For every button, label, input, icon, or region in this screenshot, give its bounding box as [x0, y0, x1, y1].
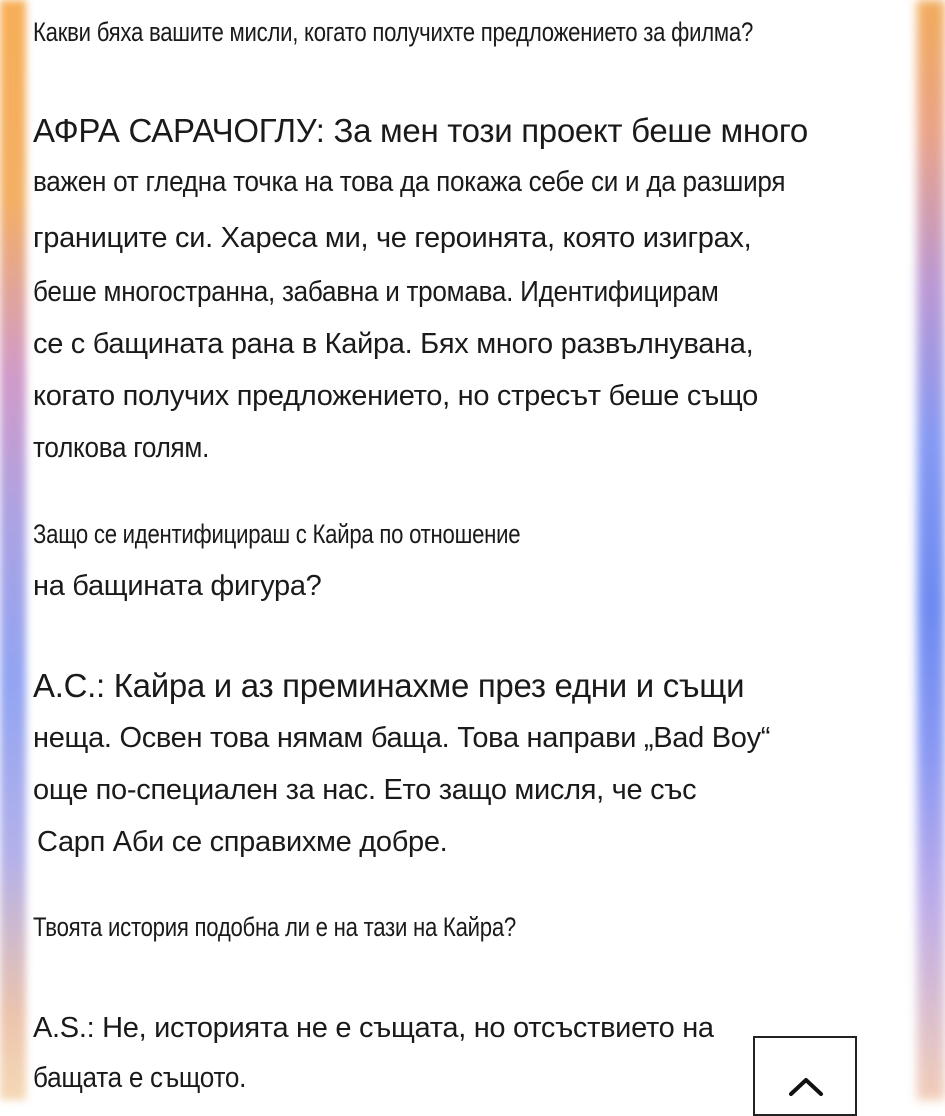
answer-3-line-2: бащата е същото.	[33, 1062, 247, 1094]
answer-2-line-4: Сарп Аби се справихме добре.	[37, 826, 448, 858]
question-2-line-1: Защо се идентифицираш с Кайра по отношение	[33, 519, 521, 549]
question-3: Твоята история подобна ли е на тази на Кайра?	[33, 912, 516, 942]
answer-1-line-7: толкова голям.	[33, 432, 210, 464]
right-edge-gradient	[917, 0, 945, 1100]
answer-1-line-1: АФРА САРАЧОГЛУ: За мен този проект беше много	[33, 112, 808, 149]
answer-2-line-1: А.С.: Кайра и аз преминахме през едни и същи	[33, 667, 745, 704]
answer-1-line-5: се с бащината рана в Кайра. Бях много развълнувана,	[33, 328, 754, 360]
answer-1-line-4: беше многостранна, забавна и тромава. Идентифицирам	[33, 276, 719, 308]
answer-1-line-2: важен от гледна точка на това да покажа себе си и да разширя	[33, 166, 786, 198]
scroll-to-top-button[interactable]	[753, 1036, 857, 1116]
answer-1-line-3: границите си. Хареса ми, че героинята, която изиграх,	[33, 222, 752, 254]
answer-3-line-1: A.S.: Не, историята не е същата, но отсъствието на	[33, 1012, 714, 1044]
question-2-line-2: на бащината фигура?	[33, 570, 322, 602]
answer-2-line-3: още по-специален за нас. Ето защо мисля, че със	[33, 774, 697, 806]
left-edge-gradient	[0, 0, 26, 1100]
question-1: Какви бяха вашите мисли, когато получихте предложението за филма?	[33, 17, 754, 47]
answer-2-line-2: неща. Освен това нямам баща. Това направи „Bad Boy“	[33, 722, 771, 754]
chevron-up-icon	[788, 1076, 824, 1096]
answer-1-line-6: когато получих предложението, но стресът беше също	[33, 380, 758, 412]
